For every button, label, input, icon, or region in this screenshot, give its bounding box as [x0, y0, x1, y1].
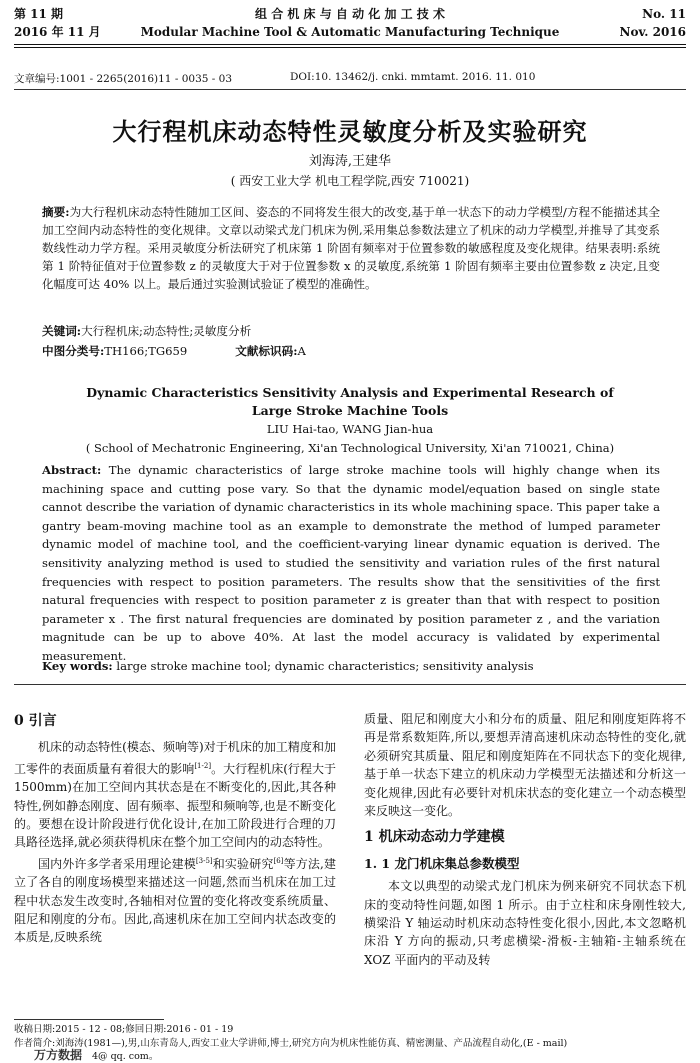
keywords-en-label: Key words:	[42, 659, 113, 673]
body-right-column	[364, 710, 686, 1012]
abstract-en-label: Abstract:	[42, 463, 102, 477]
section-1-heading: 1 机床动态动力学建模	[364, 829, 505, 846]
abstract-en	[42, 461, 660, 663]
abstract-cn	[42, 203, 660, 319]
citation-6: [6]	[273, 856, 284, 865]
authors-cn: 刘海涛,王建华	[308, 154, 392, 169]
footnote-dates: 收稿日期:2015 - 12 - 08;修回日期:2016 - 01 - 19	[14, 1024, 234, 1035]
affiliation-en: ( School of Mechatronic Engineering, Xi'an Technological University, Xi'an 710021, China)	[85, 441, 615, 455]
class-label: 中图分类号:	[42, 344, 105, 358]
keywords-en-text: large stroke machine tool; dynamic characteristics; sensitivity analysis	[116, 659, 534, 673]
keywords-en	[42, 657, 660, 676]
meta-rule	[14, 89, 686, 90]
article-number: 文章编号:1001 - 2265(2016)11 - 0035 - 03	[14, 73, 233, 85]
header-rule	[14, 44, 686, 45]
p2-text-a: 国内外许多学者采用理论建模	[38, 856, 196, 871]
p2-text-b: 和实验研究	[212, 856, 274, 871]
footnote-author-bio: 作者简介:刘海涛(1981—),男,山东青岛人,西安工业大学讲师,博士,研究方向为机床性能仿真、精密测量、产品流程自动化,(E - mail)	[14, 1038, 568, 1049]
right-paragraph-1: 质量、阻尼和刚度大小和分布的质量、阻尼和刚度矩阵将不再是常系数矩阵,所以,要想弄清高速机床动态特性的变化,就必须研究其质量、阻尼和刚度矩阵在不同状态下的变化规律,基于单一状态下建立的机床动力学模型无法描述和分析这一变化规律,因此有必要针对机床状态的变化建立一个动态模型来反映这一变化。	[364, 712, 686, 819]
intro-paragraph-2	[14, 852, 336, 947]
header-date-cn: 2016 年 11 月	[14, 25, 101, 39]
section-0-heading: 0 引言	[14, 713, 57, 729]
header-date-en: Nov. 2016	[619, 25, 686, 39]
right-paragraph-2: 本文以典型的动梁式龙门机床为例来研究不同状态下机床的变动特性问题,如图 1 所示。由于立柱和床身刚性较大,横梁沿 Y 轴运动时机床动态特性变化很小,因此,本文忽略机床沿 Y 方向的振动,只考虑横梁-滑板-主轴箱-主轴系统在 XOZ 平面内的平动及转	[364, 879, 686, 967]
paper-title-cn: 大行程机床动态特性灵敏度分析及实验研究	[112, 117, 588, 146]
citation-1-2: [1-2]	[194, 761, 212, 770]
watermark-logo: 万方数据	[34, 1048, 83, 1062]
body-left-column	[14, 712, 336, 1012]
class-value: TH166;TG659	[104, 344, 188, 358]
abstract-cn-text: 为大行程机床动态特性随加工区间、姿态的不同将发生很大的改变,基于单一状态下的动力学模型/方程不能描述其全加工空间内动态特性的变化规律。文章以动梁式龙门机床为例,采用集总参数法建立了机床的动力学模型,并推导了其变系数线性动力学方程。采用灵敏度分析法研究了机床第 1 阶固有频率对于位置参数的敏感程度及变化规律。结果表明:系统第 1 阶特征值对于位置参数 z 的灵敏度大于对于位置参数 x 的灵敏度,系统第 1 阶固有频率主要由位置参数 z 决定,且变化幅度可达 40% 以上。最后通过实验测试验证了模型的准确性。	[42, 205, 660, 291]
keywords-cn-label: 关键词:	[42, 324, 82, 338]
header-issue-en: No. 11	[642, 7, 686, 21]
doccode-label: 文献标识码:	[235, 344, 298, 358]
paper-title-en-line1: Dynamic Characteristics Sensitivity Analysis and Experimental Research of	[86, 385, 614, 400]
p2-text-c: 等方法,建立了各自的刚度场模型来描述这一问题,然而当机床在加工过程中状态发生改变时,各轴相对位置的变化将改变系统质量、阻尼和刚度的分布。因此,高速机床在加工空间内状态改变的本质是,反映系统	[14, 856, 336, 945]
authors-en: LIU Hai-tao, WANG Jian-hua	[266, 422, 434, 436]
affiliation-cn: ( 西安工业大学 机电工程学院,西安 710021)	[230, 174, 470, 188]
footnote-rule	[14, 1019, 164, 1020]
header-rule-thin	[14, 47, 686, 48]
classification-cn	[42, 342, 660, 360]
footnote-email: 4@ qq. com。	[92, 1051, 159, 1062]
journal-name-cn: 组 合 机 床 与 自 动 化 加 工 技 术	[255, 7, 445, 21]
p1-text-a: 机床的动态特性(模态、频响等)对于机床的加工精度和加工零件的表面质量有着很大的影响	[14, 740, 336, 776]
citation-3-5: [3-5]	[195, 856, 213, 865]
abstract-rule	[14, 684, 686, 685]
abstract-cn-label: 摘要:	[42, 205, 70, 219]
header-issue-cn: 第 11 期	[14, 7, 64, 21]
section-1-1-heading: 1. 1 龙门机床集总参数模型	[364, 855, 520, 871]
keywords-cn-text: 大行程机床;动态特性;灵敏度分析	[81, 324, 252, 338]
doccode-value: A	[297, 344, 306, 358]
abstract-en-text: The dynamic characteristics of large stroke machine tools will highly change when its machining space and cutting pose vary. So that the dynamic model/equation based on single state cannot describe the variation of dynamic characteristics in its whole machining space. This paper take a gantry beam-moving machine tool as an example to demonstrate the method of lumped parameter dynamic model of machine tool, and the coefficient-varying linear dynamic equation is derived. The sensitivity analyzing method is used to studied the sensitivity and variation rules of the first natural frequencies with respect to position parameters. The results show that the sensitivities of the first natural frequencies with respect to position parameter z is greater than that with respect to position parameter x . The first natural frequencies are dominated by position parameter z , and the variation magnitude can be up to above 40%. At last the model accuracy is validated by experimental measurement.	[42, 463, 660, 663]
journal-name-en: Modular Machine Tool & Automatic Manufacturing Technique	[140, 25, 560, 39]
paper-title-en-line2: Large Stroke Machine Tools	[251, 403, 449, 418]
doi: DOI:10. 13462/j. cnki. mmtamt. 2016. 11. 010	[290, 71, 536, 83]
p1-text-b: 。大行程机床(行程大于 1500mm)在加工空间内其状态是在不断变化的,因此,其各种特性,例如静态刚度、固有频率、振型和频响等,也是不断变化的。要想在设计阶段进行优化设计,在加工阶段进行合理的刀具路径选择,就必须获得机床在整个加工空间内的动态特性。	[14, 761, 336, 850]
keywords-cn	[42, 322, 660, 340]
intro-paragraph-1	[14, 738, 336, 851]
